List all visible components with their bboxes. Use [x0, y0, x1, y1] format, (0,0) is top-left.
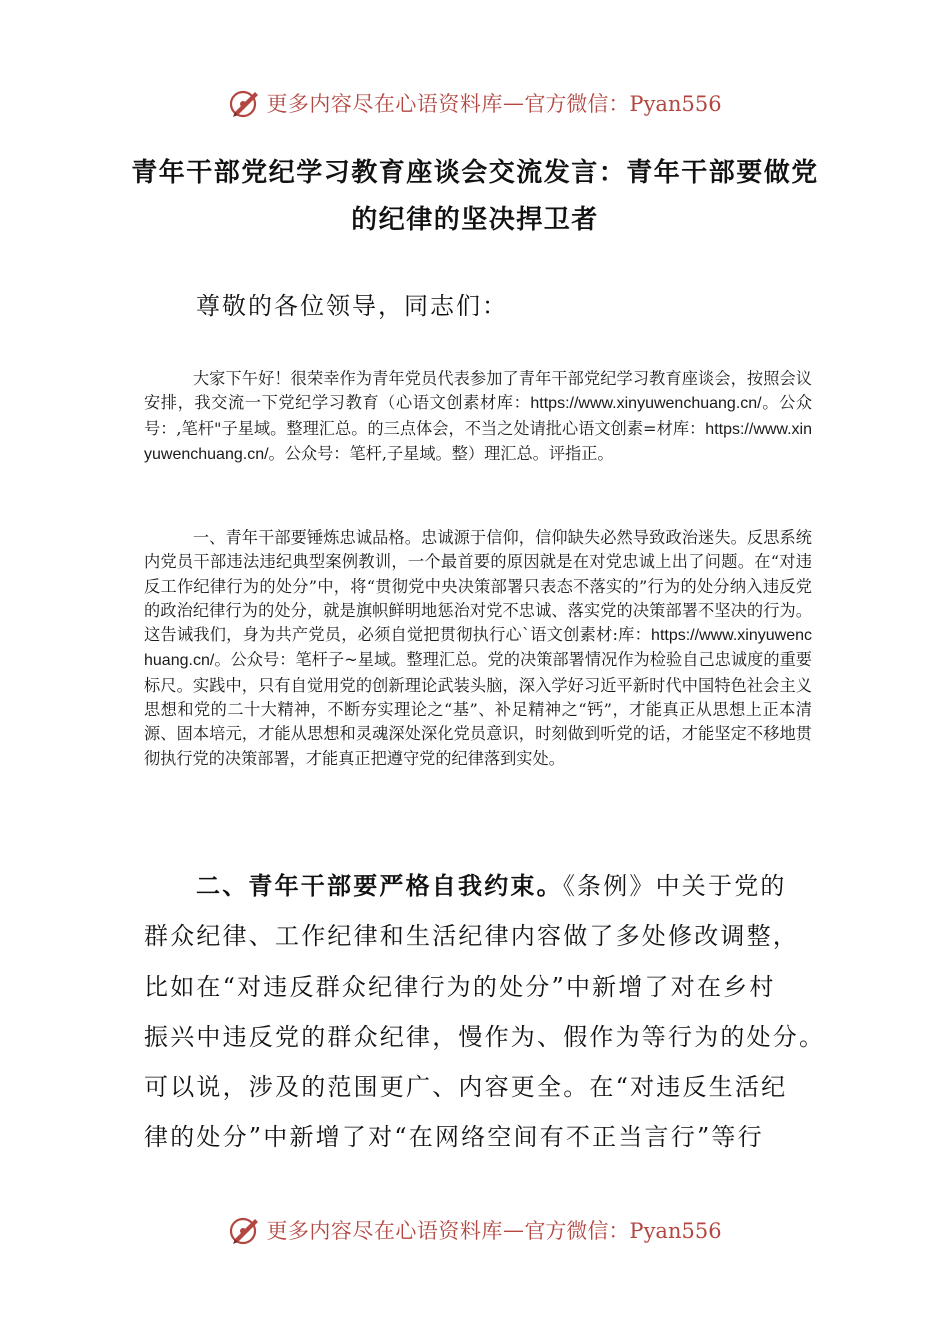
- pen-logo-icon: [228, 1213, 262, 1247]
- pen-logo-icon: [228, 86, 262, 120]
- salutation: 尊敬的各位领导，同志们：: [196, 292, 508, 320]
- title-line-2: 的纪律的坚决捍卫者: [351, 205, 599, 235]
- section-two-paragraph: [144, 861, 826, 1163]
- section-two-heading: 二、青年干部要严格自我约束。: [196, 871, 563, 900]
- section-one-text-2: 。公众号：笔杆子~星域。整理汇总。党的决策部署情况作为检验自己忠诚度的重要标尺。实践中，只有自觉用党的创新理论武装头脑，深入学好习近平新时代中国特色社会主义思想和党的二十大精神，不断夯实理论之“基”、补足精神之“钙”，才能真正从思想上正本清源、固本培元，才能从思想和灵魂深处深化党员意识，时刻做到听党的话，才能坚定不移地贯彻执行党的决策部署，才能真正把遵守党的纪律落到实处。: [144, 650, 812, 768]
- section-two-line-4: 振兴中违反党的群众纪律，慢作为、假作为等行为的处分。: [144, 1022, 826, 1051]
- header-banner: [0, 83, 950, 123]
- document-title: [0, 150, 950, 244]
- title-line-1: 青年干部党纪学习教育座谈会交流发言：青年干部要做党: [131, 158, 819, 188]
- intro-paragraph: [144, 367, 812, 467]
- section-one-paragraph: [144, 526, 812, 771]
- banner-slogan: 更多内容尽在心语资料库: [266, 92, 503, 116]
- intro-text-3: 。公众号：笔杆,子星域。整）理汇总。评指正。: [268, 443, 614, 463]
- section-one-url: https://www.xinyuwenchuang.cn/: [144, 627, 812, 670]
- banner-wechat: 官方微信：Pyan556: [524, 92, 722, 116]
- section-two-line-6: 律的处分”中新增了对“在网络空间有不正当言行”等行: [144, 1123, 764, 1152]
- section-two-line-3: 比如在“对违反群众纪律行为的处分”中新增了对在乡村: [144, 972, 776, 1001]
- footer-wechat: 官方微信：Pyan556: [524, 1219, 722, 1243]
- intro-url-2: https://www.xinyuwenchuang.cn/: [144, 420, 812, 463]
- intro-text-2: 。公众号：,笔杆"子星域。整理汇总。的三点体会，不当之处请批心语文创素=材库：: [144, 393, 813, 438]
- section-two-line-2: 群众纪律、工作纪律和生活纪律内容做了多处修改调整，: [144, 922, 799, 951]
- section-one-text-1: 一、青年干部要锤炼忠诚品格。忠诚源于信仰，信仰缺失必然导致政治迷失。反思系统内党员干部违法违纪典型案例教训，一个最首要的原因就是在对党忠诚上出了问题。在“对违反工作纪律行为的处分”中，将“贯彻党中央决策部署只表态不落实的”行为的处分纳入违反党的政治纪律行为的处分，就是旗帜鲜明地惩治对党不忠诚、落实党的决策部署不坚决的行为。这告诫我们，身为共产党员，必须自觉把贯彻执行心`语文创素材:库：: [144, 528, 812, 645]
- section-two-line-1-text: 《条例》中关于党的: [562, 872, 787, 900]
- footer-slogan: 更多内容尽在心语资料库: [266, 1219, 503, 1243]
- section-two-line-1: [144, 861, 804, 911]
- footer-banner: [0, 1210, 950, 1250]
- intro-text-1: 大家下午好！很荣幸作为青年党员代表参加了青年干部党纪学习教育座谈会，按照会议安排，我交流一下党纪学习教育（心语文创素材库：: [144, 369, 812, 413]
- section-two-line-5: 可以说，涉及的范围更广、内容更全。在“对违反生活纪: [144, 1073, 788, 1102]
- footer-dash: —: [502, 1218, 525, 1242]
- banner-dash: —: [502, 91, 525, 115]
- intro-url-1: https://www.xinyuwenchuang.cn/: [530, 395, 762, 413]
